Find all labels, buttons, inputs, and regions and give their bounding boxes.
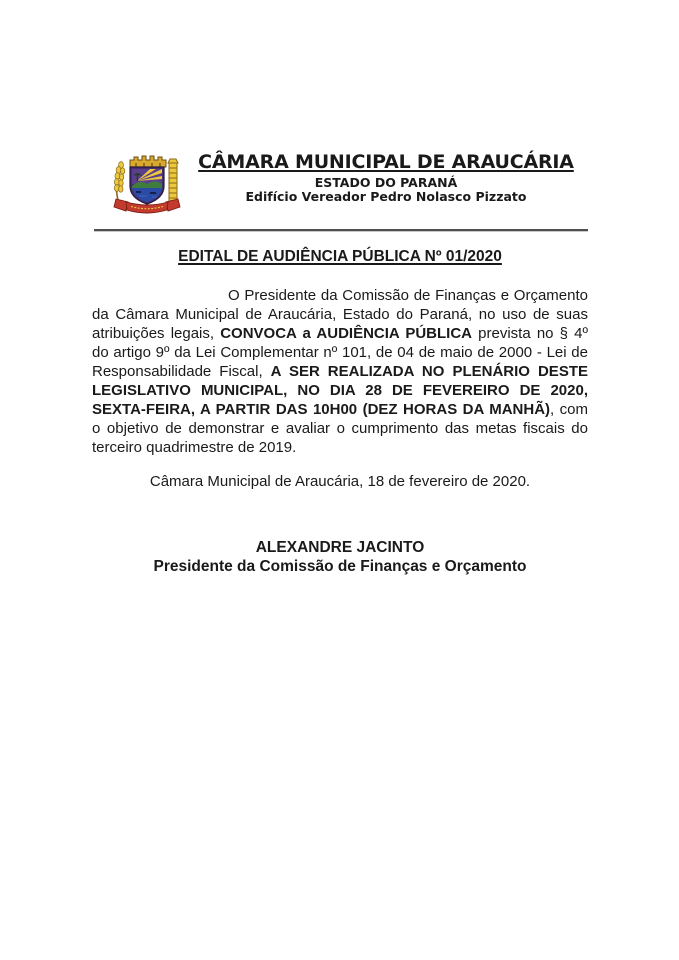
signer-role: Presidente da Comissão de Finanças e Orçamento bbox=[153, 558, 527, 575]
date-line: Câmara Municipal de Araucária, 18 de fevereiro de 2020. bbox=[149, 473, 531, 490]
signer-name: ALEXANDRE JACINTO bbox=[255, 539, 425, 556]
body-segment-bold: A SER REALIZADA NO PLENÁRIO DESTE LEGISLATIVO MUNICIPAL, NO DIA 28 DE FEVEREIRO DE 2020, SEXTA-FEIRA, A PARTIR DAS 10H00 (DEZ HORAS DA MANHÃ) bbox=[92, 363, 588, 418]
header-divider bbox=[94, 229, 588, 232]
body-segment-bold: CONVOCA a AUDIÊNCIA PÚBLICA bbox=[220, 325, 473, 342]
document-content bbox=[92, 247, 588, 576]
body-segment: O Presidente da Comissão de Finanças e Orçamento da Câmara Municipal de Araucária, Estado do Paraná, no uso de suas atribuições legais, bbox=[92, 287, 588, 342]
body-paragraph bbox=[92, 286, 588, 457]
coat-of-arms-icon bbox=[106, 150, 188, 214]
letterhead bbox=[190, 152, 582, 204]
org-name: CÂMARA MUNICIPAL DE ARAUCÁRIA bbox=[198, 151, 574, 173]
org-state: ESTADO DO PARANÁ bbox=[314, 175, 458, 190]
body-segment: , com o objetivo de demonstrar e avaliar o cumprimento das metas fiscais do terceiro quadrimestre de 2019. bbox=[92, 401, 588, 456]
signature-block bbox=[92, 538, 588, 576]
document-title: EDITAL DE AUDIÊNCIA PÚBLICA Nº 01/2020 bbox=[178, 248, 502, 265]
org-building: Edifício Vereador Pedro Nolasco Pizzato bbox=[245, 189, 527, 204]
body-segment: prevista no § 4º do artigo 9º da Lei Complementar nº 101, de 04 de maio de 2000 - Lei de Responsabilidade Fiscal, bbox=[92, 325, 588, 380]
